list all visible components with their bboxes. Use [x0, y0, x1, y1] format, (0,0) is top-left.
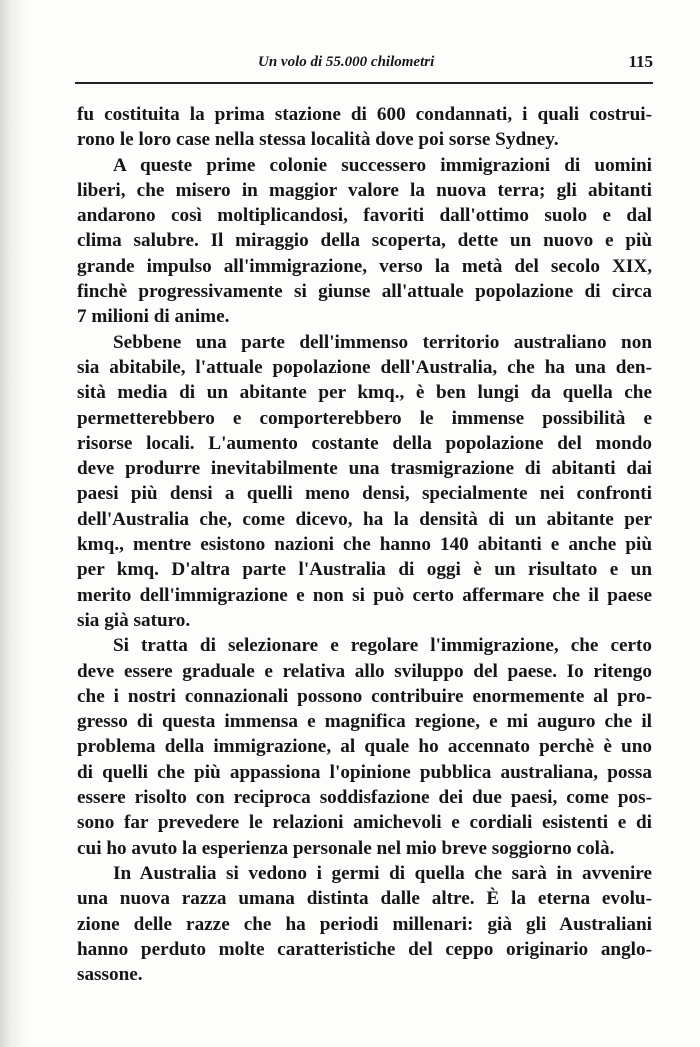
text-line: sassone. — [77, 964, 143, 986]
text-line: cui ho avuto la esperienza personale nel mio breve soggiorno colà. — [77, 837, 615, 859]
page-number: 115 — [628, 52, 653, 71]
paragraph — [77, 861, 652, 987]
text-line: dell'Australia che, come dicevo, ha la densità di un abitante per — [77, 508, 652, 530]
text-line: finchè progressivamente si giunse all'attuale popolazione di circa — [77, 281, 652, 303]
text-line: kmq., mentre esistono nazioni che hanno 140 abitanti e anche più — [77, 534, 652, 556]
text-line: clima salubre. Il miraggio della scoperta, dette un nuovo e più — [77, 230, 652, 252]
text-line: sia già saturo. — [77, 609, 191, 631]
text-line: grande impulso all'immigrazione, verso la metà del secolo XIX, — [77, 255, 652, 277]
text-line: sono far prevedere le relazioni amichevoli e cordiali esistenti e di — [77, 812, 652, 834]
text-line: liberi, che misero in maggior valore la nuova terra; gli abitanti — [77, 179, 652, 201]
scan-edge-shadow — [0, 0, 28, 1047]
text-line: deve produrre inevitabilmente una trasmigrazione di abitanti dai — [77, 458, 652, 480]
paragraph — [77, 153, 652, 330]
text-line: una nuova razza umana distinta dalle altre. È la eterna evolu- — [77, 888, 652, 910]
running-title: Un volo di 55.000 chilometri — [258, 54, 435, 70]
text-line: rono le loro case nella stessa località dove poi sorse Sydney. — [77, 129, 559, 151]
text-line: hanno perduto molte caratteristiche del ceppo originario anglo- — [77, 938, 652, 960]
text-line: andarono così moltiplicandosi, favoriti dall'ottimo suolo e dal — [77, 205, 652, 227]
text-line: A queste prime colonie successero immigrazioni di uomini — [113, 154, 652, 176]
text-line: 7 milioni di anime. — [77, 306, 230, 328]
text-line: fu costituita la prima stazione di 600 condannati, i quali costrui- — [77, 104, 652, 125]
text-line: paesi più densi a quelli meno densi, specialmente nei confronti — [77, 483, 652, 505]
text-line: essere risolto con reciproca soddisfazione dei due paesi, come pos- — [77, 787, 652, 809]
text-line: deve essere graduale e relativa allo sviluppo del paese. Io ritengo — [77, 660, 652, 682]
text-line: sia abitabile, l'attuale popolazione dell'Australia, che ha una den- — [77, 356, 652, 378]
text-line: che i nostri connazionali possono contribuire enormemente al pro- — [77, 685, 652, 707]
text-line: problema della immigrazione, al quale ho accennato perchè è uno — [77, 736, 652, 758]
body-text — [77, 102, 652, 987]
page-header — [78, 52, 653, 76]
text-line: Si tratta di selezionare e regolare l'immigrazione, che certo — [113, 635, 652, 657]
text-line: permetterebbero e comporterebbero le immense possibilità e — [77, 407, 652, 429]
text-line: zione delle razze che ha periodi millenari: già gli Australiani — [77, 913, 652, 935]
text-line: per kmq. D'altra parte l'Australia di oggi è un risultato e un — [77, 559, 652, 581]
text-line: merito dell'immigrazione e non si può certo affermare che il paese — [77, 584, 652, 606]
text-line: risorse locali. L'aumento costante della popolazione del mondo — [77, 432, 652, 454]
paragraph — [77, 102, 652, 153]
paragraph — [77, 633, 652, 861]
text-line: di quelli che più appassiona l'opinione pubblica australiana, possa — [77, 761, 652, 783]
header-rule — [75, 82, 653, 84]
text-line: Sebbene una parte dell'immenso territorio australiano non — [113, 331, 652, 353]
text-line: sità media di un abitante per kmq., è ben lungi da quella che — [77, 382, 652, 404]
text-line: gresso di questa immensa e magnifica regione, e mi auguro che il — [77, 711, 652, 733]
paragraph — [77, 330, 652, 634]
text-line: In Australia si vedono i germi di quella che sarà in avvenire — [113, 862, 652, 884]
